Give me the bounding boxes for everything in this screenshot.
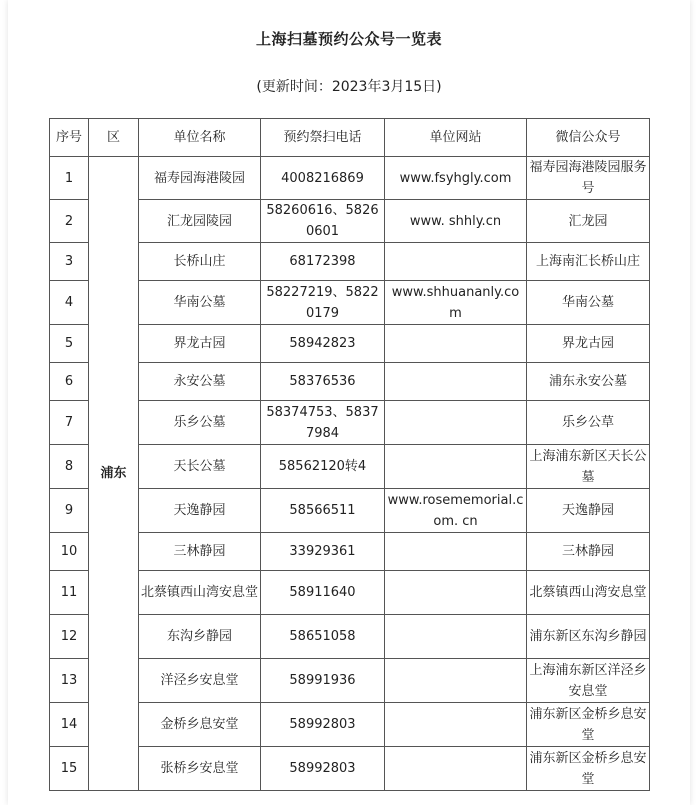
cell-index: 8 (50, 445, 89, 489)
cell-phone: 58651058 (261, 615, 385, 659)
cell-phone: 58260616、58260601 (261, 200, 385, 243)
cell-index: 6 (50, 363, 89, 401)
cell-wechat: 北蔡镇西山湾安息堂 (527, 571, 650, 615)
cell-index: 5 (50, 325, 89, 363)
cell-website (385, 747, 527, 791)
cell-website (385, 363, 527, 401)
table-row (50, 363, 650, 401)
cell-wechat: 浦东新区金桥乡息安堂 (527, 747, 650, 791)
table-row (50, 489, 650, 533)
cell-district: 浦东 (89, 157, 139, 791)
cell-website (385, 243, 527, 281)
cell-unit-name: 东沟乡静园 (139, 615, 261, 659)
table-row (50, 200, 650, 243)
table-row (50, 659, 650, 703)
cell-website (385, 703, 527, 747)
header-unit-name: 单位名称 (139, 119, 261, 157)
cell-website (385, 401, 527, 445)
cell-index: 13 (50, 659, 89, 703)
cell-wechat: 上海南汇长桥山庄 (527, 243, 650, 281)
cell-wechat: 三林静园 (527, 533, 650, 571)
table-row (50, 157, 650, 200)
cell-unit-name: 汇龙园陵园 (139, 200, 261, 243)
cell-phone: 58566511 (261, 489, 385, 533)
cell-wechat: 天逸静园 (527, 489, 650, 533)
cell-unit-name: 洋泾乡安息堂 (139, 659, 261, 703)
cell-phone: 58227219、58220179 (261, 281, 385, 325)
table-row (50, 571, 650, 615)
cell-unit-name: 福寿园海港陵园 (139, 157, 261, 200)
update-time: (更新时间：2023年3月15日) (256, 79, 442, 95)
cell-website[interactable]: www. shhly.cn (385, 200, 527, 243)
cell-website[interactable]: www.fsyhgly.com (385, 157, 527, 200)
cemetery-table (49, 118, 650, 791)
cell-phone: 58991936 (261, 659, 385, 703)
header-phone: 预约祭扫电话 (261, 119, 385, 157)
cell-index: 7 (50, 401, 89, 445)
document-page (8, 0, 690, 805)
cell-wechat: 上海浦东新区天长公墓 (527, 445, 650, 489)
cell-wechat: 福寿园海港陵园服务号 (527, 157, 650, 200)
table-row (50, 615, 650, 659)
cell-unit-name: 天长公墓 (139, 445, 261, 489)
cell-unit-name: 华南公墓 (139, 281, 261, 325)
cell-index: 10 (50, 533, 89, 571)
table-row (50, 401, 650, 445)
cell-website (385, 445, 527, 489)
cell-phone: 58562120转4 (261, 445, 385, 489)
cell-unit-name: 张桥乡安息堂 (139, 747, 261, 791)
cell-phone: 58911640 (261, 571, 385, 615)
cell-wechat: 华南公墓 (527, 281, 650, 325)
cell-website (385, 533, 527, 571)
cell-website (385, 325, 527, 363)
cell-website (385, 659, 527, 703)
cell-unit-name: 界龙古园 (139, 325, 261, 363)
cell-website[interactable]: www.rosememorial.com. cn (385, 489, 527, 533)
cell-wechat: 汇龙园 (527, 200, 650, 243)
header-district: 区 (89, 119, 139, 157)
cell-index: 15 (50, 747, 89, 791)
cell-unit-name: 金桥乡息安堂 (139, 703, 261, 747)
table-row (50, 243, 650, 281)
table-row (50, 325, 650, 363)
cell-wechat: 浦东新区金桥乡息安堂 (527, 703, 650, 747)
cell-website (385, 571, 527, 615)
cell-unit-name: 天逸静园 (139, 489, 261, 533)
table-row (50, 281, 650, 325)
cell-index: 1 (50, 157, 89, 200)
table-row (50, 533, 650, 571)
cell-phone: 58942823 (261, 325, 385, 363)
cell-wechat: 界龙古园 (527, 325, 650, 363)
cell-index: 3 (50, 243, 89, 281)
cell-index: 2 (50, 200, 89, 243)
table-row (50, 445, 650, 489)
cell-wechat: 浦东新区东沟乡静园 (527, 615, 650, 659)
cell-phone: 68172398 (261, 243, 385, 281)
cell-phone: 58376536 (261, 363, 385, 401)
table-row (50, 747, 650, 791)
table-row (50, 703, 650, 747)
cell-unit-name: 长桥山庄 (139, 243, 261, 281)
cell-wechat: 乐乡公草 (527, 401, 650, 445)
cell-unit-name: 北蔡镇西山湾安息堂 (139, 571, 261, 615)
cell-website[interactable]: www.shhuananly.com (385, 281, 527, 325)
cell-index: 4 (50, 281, 89, 325)
header-index: 序号 (50, 119, 89, 157)
cell-wechat: 上海浦东新区洋泾乡安息堂 (527, 659, 650, 703)
cell-phone: 58992803 (261, 747, 385, 791)
cell-phone: 58374753、58377984 (261, 401, 385, 445)
cell-unit-name: 乐乡公墓 (139, 401, 261, 445)
cell-index: 12 (50, 615, 89, 659)
page-title: 上海扫墓预约公众号一览表 (255, 30, 442, 48)
header-website: 单位网站 (385, 119, 527, 157)
header-wechat: 微信公众号 (527, 119, 650, 157)
cell-index: 9 (50, 489, 89, 533)
cell-website (385, 615, 527, 659)
cell-unit-name: 三林静园 (139, 533, 261, 571)
cell-index: 11 (50, 571, 89, 615)
cell-phone: 4008216869 (261, 157, 385, 200)
cell-phone: 33929361 (261, 533, 385, 571)
cell-wechat: 浦东永安公墓 (527, 363, 650, 401)
cell-unit-name: 永安公墓 (139, 363, 261, 401)
cell-index: 14 (50, 703, 89, 747)
cell-phone: 58992803 (261, 703, 385, 747)
table-header-row (50, 119, 650, 157)
